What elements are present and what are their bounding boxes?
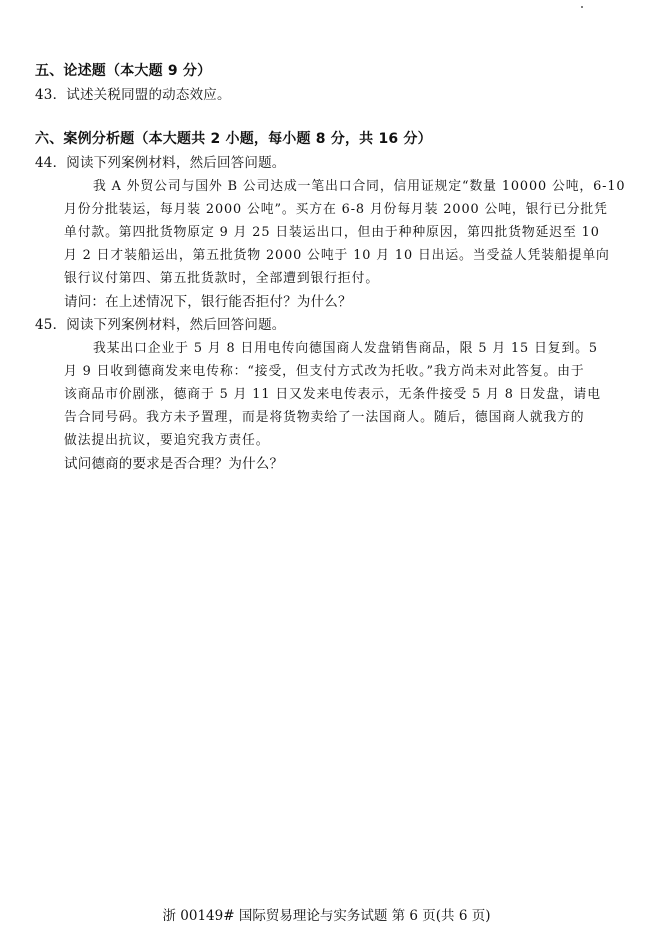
- question-44-passage-line: 单付款。第四批货物原定 9 月 25 日装运出口，但由于种种原因，第四批货物延迟至 10: [64, 225, 600, 240]
- question-44-passage-line: 月 2 日才装船运出，第五批货物 2000 公吨于 10 月 10 日出运。当受益人凭装船提单向: [64, 248, 610, 263]
- question-45-passage-line: 我某出口企业于 5 月 8 日用电传向德国商人发盘销售商品，限 5 月 15 日复到。5: [93, 341, 598, 356]
- question-45-prompt: 试问德商的要求是否合理？为什么？: [64, 456, 284, 472]
- page-footer: 浙 00149# 国际贸易理论与实务试题 第 6 页(共 6 页): [162, 908, 491, 924]
- question-43: 43．试述关税同盟的动态效应。: [35, 87, 231, 103]
- question-45-stem: 45．阅读下列案例材料，然后回答问题。: [35, 317, 286, 333]
- question-45-passage-line: 月 9 日收到德商发来电传称：“接受，但支付方式改为托收。”我方尚未对此答复。由于: [64, 364, 585, 379]
- section-6-heading: 六、案例分析题（本大题共 2 小题，每小题 8 分，共 16 分）: [35, 131, 432, 147]
- question-45-passage-line: 该商品市价剧涨，德商于 5 月 11 日又发来电传表示，无条件接受 5 月 8 日发盘，请电: [64, 387, 601, 402]
- question-44-prompt: 请问：在上述情况下，银行能否拒付？为什么？: [64, 294, 352, 310]
- question-44-passage-line: 我 A 外贸公司与国外 B 公司达成一笔出口合同，信用证规定“数量 10000 公吨，6-10: [93, 179, 626, 194]
- section-5-heading: 五、论述题（本大题 9 分）: [35, 63, 212, 79]
- question-45-passage-line: 告合同号码。我方未予置理，而是将货物卖给了一法国商人。随后，德国商人就我方的: [64, 410, 585, 425]
- question-44-passage-line: 月份分批装运，每月装 2000 公吨”。买方在 6-8 月份每月装 2000 公吨，银行已分批凭: [64, 202, 608, 217]
- question-45-passage-line: 做法提出抗议，要追究我方责任。: [64, 433, 270, 448]
- question-44-passage-line: 银行议付第四、第五批货款时，全部遭到银行拒付。: [64, 271, 380, 286]
- scan-speck: [581, 6, 583, 8]
- question-44-stem: 44．阅读下列案例材料，然后回答问题。: [35, 155, 286, 171]
